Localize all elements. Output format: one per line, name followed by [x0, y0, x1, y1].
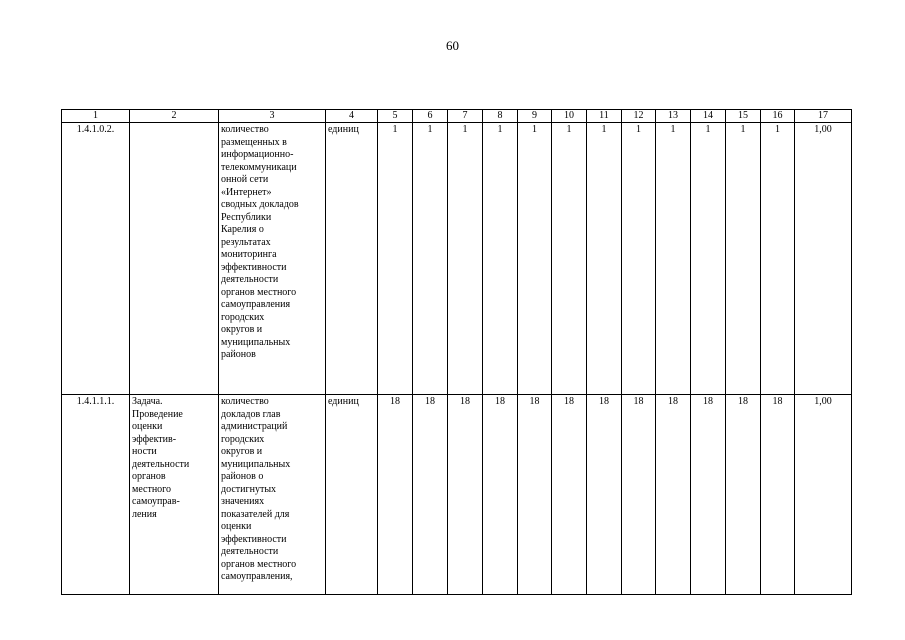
- value-cell: 1: [378, 123, 413, 395]
- value-cell: 18: [483, 395, 518, 595]
- column-header: 4: [326, 110, 378, 123]
- value-cell: 1: [622, 123, 656, 395]
- column-header: 17: [795, 110, 852, 123]
- value-cell: 18: [587, 395, 622, 595]
- column-header: 9: [518, 110, 552, 123]
- value-cell: 18: [448, 395, 483, 595]
- column-header: 2: [130, 110, 219, 123]
- value-cell: 18: [691, 395, 726, 595]
- column-header: 15: [726, 110, 761, 123]
- column-header: 6: [413, 110, 448, 123]
- indicator-cell: количество размещенных в информационно- телекоммуникаци онной сети «Интернет» сводных докладов Республики Карелия о результатах мониторинга эффективности деятельности органов местного самоуправления городских округов и муниципальных районов: [219, 123, 326, 395]
- value-cell: 18: [656, 395, 691, 595]
- task-cell: Задача. Проведение оценки эффектив- ности деятельности органов местного самоуправ- ления: [130, 395, 219, 595]
- value-cell: 18: [622, 395, 656, 595]
- value-cell: 1: [552, 123, 587, 395]
- column-header: 10: [552, 110, 587, 123]
- column-header: 14: [691, 110, 726, 123]
- unit-cell: единиц: [326, 395, 378, 595]
- value-cell: 1: [761, 123, 795, 395]
- value-cell: 1: [691, 123, 726, 395]
- row-code: 1.4.1.0.2.: [62, 123, 130, 395]
- column-header: 12: [622, 110, 656, 123]
- value-cell: 1: [413, 123, 448, 395]
- value-cell: 18: [761, 395, 795, 595]
- ratio-cell: 1,00: [795, 123, 852, 395]
- value-cell: 1: [587, 123, 622, 395]
- value-cell: 1: [518, 123, 552, 395]
- value-cell: 18: [378, 395, 413, 595]
- page-number: 60: [446, 38, 459, 53]
- value-cell: 18: [413, 395, 448, 595]
- unit-cell: единиц: [326, 123, 378, 395]
- column-header: 11: [587, 110, 622, 123]
- value-cell: 18: [552, 395, 587, 595]
- column-header: 16: [761, 110, 795, 123]
- table-row: [62, 123, 852, 395]
- value-cell: 1: [726, 123, 761, 395]
- value-cell: 1: [656, 123, 691, 395]
- ratio-cell: 1,00: [795, 395, 852, 595]
- value-cell: 1: [448, 123, 483, 395]
- column-header: 8: [483, 110, 518, 123]
- column-number-row: [62, 110, 852, 123]
- column-header: 1: [62, 110, 130, 123]
- column-header: 7: [448, 110, 483, 123]
- column-header: 5: [378, 110, 413, 123]
- value-cell: 18: [726, 395, 761, 595]
- task-cell: [130, 123, 219, 395]
- value-cell: 18: [518, 395, 552, 595]
- indicator-cell: количество докладов глав администраций городских округов и муниципальных районов о достигнутых значениях показателей для оценки эффективности деятельности органов местного самоуправления,: [219, 395, 326, 595]
- table-row: [62, 395, 852, 595]
- column-header: 3: [219, 110, 326, 123]
- indicator-table: [61, 109, 852, 595]
- value-cell: 1: [483, 123, 518, 395]
- row-code: 1.4.1.1.1.: [62, 395, 130, 595]
- column-header: 13: [656, 110, 691, 123]
